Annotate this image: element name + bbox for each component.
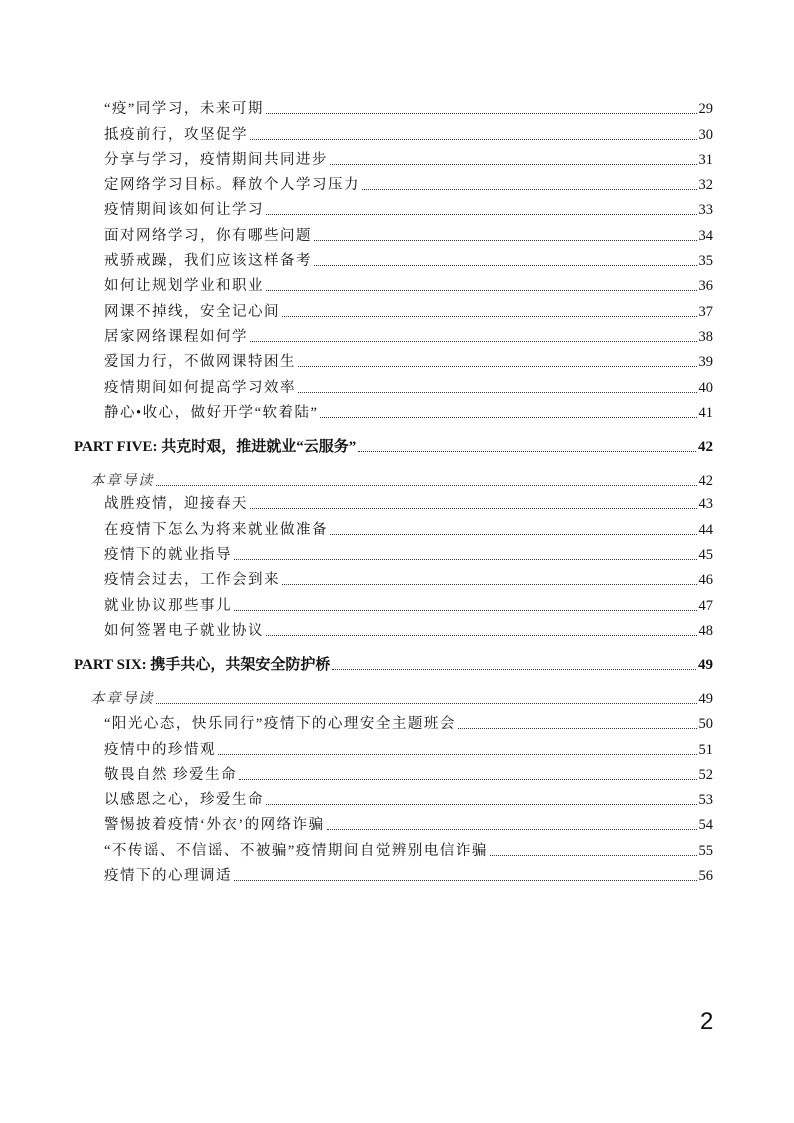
toc-title: 面对网络学习，你有哪些问题	[104, 228, 312, 244]
dot-leader	[314, 265, 697, 266]
dot-leader	[234, 559, 697, 560]
toc-page-number: 32	[698, 177, 713, 193]
dot-leader	[458, 728, 697, 729]
toc-item[interactable]	[104, 841, 713, 861]
toc-page-number: 33	[698, 202, 713, 218]
toc-item[interactable]	[104, 403, 713, 423]
toc-page-number: 45	[698, 547, 713, 563]
dot-leader	[266, 635, 697, 636]
toc-title: 以感恩之心，珍爱生命	[104, 792, 264, 808]
dot-leader	[218, 754, 697, 755]
toc-page-number: 36	[698, 278, 713, 294]
toc-title: 网课不掉线，安全记心间	[104, 304, 280, 320]
toc-page-number: 44	[698, 522, 713, 538]
toc-page-number: 37	[698, 304, 713, 320]
toc-title: “阳光心态，快乐同行”疫情下的心理安全主题班会	[104, 716, 456, 732]
dot-leader	[282, 316, 697, 317]
toc-item[interactable]	[104, 494, 713, 514]
dot-leader	[330, 164, 697, 165]
toc-item[interactable]	[104, 714, 713, 734]
toc-item[interactable]	[104, 251, 713, 271]
toc-item[interactable]	[104, 175, 713, 195]
toc-title: 分享与学习，疫情期间共同进步	[104, 152, 328, 168]
toc-page-number: 42	[698, 439, 713, 455]
toc-page-number: 53	[698, 792, 713, 808]
toc-page-number: 55	[698, 843, 713, 859]
toc-title: 本章导读	[90, 473, 154, 489]
dot-leader	[362, 189, 697, 190]
toc-page-number: 30	[698, 127, 713, 143]
dot-leader	[298, 392, 697, 393]
toc-item[interactable]	[104, 125, 713, 145]
toc-page-number: 43	[698, 496, 713, 512]
dot-leader	[332, 669, 696, 670]
toc-item[interactable]	[104, 200, 713, 220]
toc-title: 就业协议那些事儿	[104, 598, 232, 614]
toc-title: 抵疫前行，攻坚促学	[104, 127, 248, 143]
toc-page-number: 49	[698, 691, 713, 707]
dot-leader	[330, 534, 697, 535]
toc-title: PART FIVE: 共克时艰，推进就业“云服务”	[74, 439, 357, 455]
dot-leader	[234, 880, 697, 881]
toc-intro[interactable]	[90, 689, 713, 709]
toc-title: 静心•收心，做好开学“软着陆”	[104, 405, 319, 421]
toc-item[interactable]	[104, 378, 713, 398]
toc-item[interactable]	[104, 790, 713, 810]
toc-title: PART SIX: 携手共心，共架安全防护桥	[74, 657, 331, 673]
toc-item[interactable]	[104, 520, 713, 540]
toc-item[interactable]	[104, 327, 713, 347]
toc-page-number: 35	[698, 253, 713, 269]
toc-title: 在疫情下怎么为将来就业做准备	[104, 522, 328, 538]
dot-leader	[266, 804, 697, 805]
dot-leader	[250, 139, 697, 140]
toc-title: 如何签署电子就业协议	[104, 623, 264, 639]
toc-page-number: 52	[698, 767, 713, 783]
toc-title: 疫情期间该如何让学习	[104, 202, 264, 218]
page-number: 2	[700, 1008, 714, 1035]
toc-page-number: 39	[698, 354, 713, 370]
dot-leader	[266, 214, 697, 215]
toc-item[interactable]	[104, 150, 713, 170]
toc-title: 敬畏自然 珍爱生命	[104, 767, 238, 783]
toc-page-number: 54	[698, 817, 713, 833]
dot-leader	[250, 341, 697, 342]
toc-page-number: 41	[698, 405, 713, 421]
dot-leader	[490, 855, 697, 856]
toc-title: “疫”同学习，未来可期	[104, 101, 264, 117]
toc-page-number: 47	[698, 598, 713, 614]
dot-leader	[156, 485, 697, 486]
toc-title: 定网络学习目标。释放个人学习压力	[104, 177, 360, 193]
toc-page-number: 49	[698, 657, 713, 673]
toc-title: 如何让规划学业和职业	[104, 278, 264, 294]
toc-title: 疫情会过去，工作会到来	[104, 572, 280, 588]
toc-item[interactable]	[104, 226, 713, 246]
toc-page-number: 42	[698, 473, 713, 489]
dot-leader	[156, 703, 697, 704]
toc-page-number: 51	[698, 742, 713, 758]
toc-item[interactable]	[104, 302, 713, 322]
toc-page-number: 40	[698, 380, 713, 396]
toc-title: 爱国力行，不做网课特困生	[104, 354, 296, 370]
dot-leader	[298, 366, 697, 367]
toc-title: 本章导读	[90, 691, 154, 707]
toc-item[interactable]	[104, 740, 713, 760]
dot-leader	[282, 584, 697, 585]
dot-leader	[250, 508, 697, 509]
toc-item[interactable]	[104, 596, 713, 616]
toc-title: 居家网络课程如何学	[104, 329, 248, 345]
toc-item[interactable]	[104, 621, 713, 641]
toc-item[interactable]	[104, 99, 713, 119]
toc-item[interactable]	[104, 352, 713, 372]
toc-title: 疫情下的心理调适	[104, 868, 232, 884]
toc-title: “不传谣、不信谣、不被骗”疫情期间自觉辨别电信诈骗	[104, 843, 488, 859]
toc-title: 警惕披着疫情‘外衣’的网络诈骗	[104, 817, 325, 833]
toc-title: 战胜疫情，迎接春天	[104, 496, 248, 512]
toc-item[interactable]	[104, 545, 713, 565]
toc-item[interactable]	[104, 866, 713, 886]
dot-leader	[327, 829, 697, 830]
dot-leader	[266, 113, 697, 114]
dot-leader	[358, 451, 696, 452]
toc-title: 疫情中的珍惜观	[104, 742, 216, 758]
toc-page-number: 38	[698, 329, 713, 345]
dot-leader	[320, 417, 696, 418]
toc-page-number: 46	[698, 572, 713, 588]
dot-leader	[266, 290, 697, 291]
toc-item[interactable]	[104, 570, 713, 590]
toc-page-number: 48	[698, 623, 713, 639]
toc-part[interactable]	[74, 655, 713, 675]
toc-page-number: 56	[698, 868, 713, 884]
toc-item[interactable]	[104, 276, 713, 296]
toc-intro[interactable]	[90, 471, 713, 491]
toc-title: 疫情下的就业指导	[104, 547, 232, 563]
toc-title: 戒骄戒躁，我们应该这样备考	[104, 253, 312, 269]
toc-part[interactable]	[74, 437, 713, 457]
toc-page-number: 31	[698, 152, 713, 168]
toc-page-number: 29	[698, 101, 713, 117]
toc-item[interactable]	[104, 815, 713, 835]
toc-page-number: 50	[698, 716, 713, 732]
toc-page-number: 34	[698, 228, 713, 244]
dot-leader	[314, 240, 697, 241]
toc-title: 疫情期间如何提高学习效率	[104, 380, 296, 396]
dot-leader	[239, 779, 696, 780]
dot-leader	[234, 610, 697, 611]
toc-item[interactable]	[104, 765, 713, 785]
